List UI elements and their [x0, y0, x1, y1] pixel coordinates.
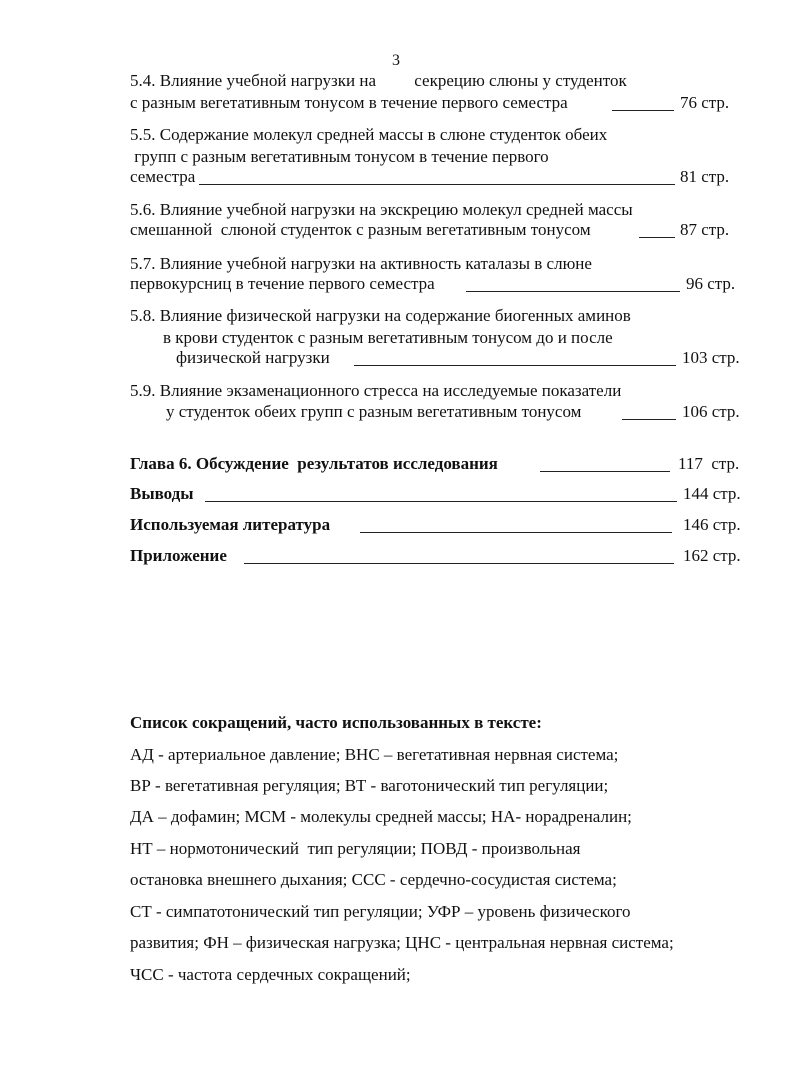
abbreviations-title: Список сокращений, часто использованных в тексте:: [130, 713, 542, 732]
dot-leader: [354, 365, 676, 366]
abbreviation-line: ВР - вегетативная регуляция; ВТ - ваготонический тип регуляции;: [130, 776, 609, 795]
dot-leader: [612, 110, 674, 111]
toc-entry-line: 5.4. Влияние учебной нагрузки на секрецию слюны у студенток: [130, 71, 627, 90]
toc-chapter-label: Используемая литература: [130, 515, 331, 534]
dot-leader: [540, 471, 670, 472]
abbreviation-line: остановка внешнего дыхания; ССС - сердечно-сосудистая система;: [130, 870, 617, 889]
toc-page-ref: 87 стр.: [680, 220, 730, 239]
toc-chapter-label: Выводы: [130, 484, 194, 503]
abbreviation-line: ДА – дофамин; МСМ - молекулы средней массы; НА- норадреналин;: [130, 807, 632, 826]
toc-entry-line: семестра: [130, 167, 196, 186]
toc-page-ref: 144 стр.: [683, 484, 741, 503]
toc-entry-line: физической нагрузки: [176, 348, 330, 367]
toc-entry-line: с разным вегетативным тонусом в течение первого семестра: [130, 93, 568, 112]
toc-entry-line: смешанной слюной студенток с разным вегетативным тонусом: [130, 220, 591, 239]
dot-leader: [639, 237, 675, 238]
toc-entry-line: 5.6. Влияние учебной нагрузки на экскрецию молекул средней массы: [130, 200, 633, 219]
toc-entry-line: первокурсниц в течение первого семестра: [130, 274, 435, 293]
toc-page-ref: 103 стр.: [682, 348, 740, 367]
toc-chapter-label: Глава 6. Обсуждение результатов исследования: [130, 454, 498, 473]
toc-entry-line: в крови студенток с разным вегетативным тонусом до и после: [163, 328, 613, 347]
abbreviation-line: СТ - симпатотонический тип регуляции; УФР – уровень физического: [130, 902, 631, 921]
toc-entry-line: 5.5. Содержание молекул средней массы в слюне студенток обеих: [130, 125, 608, 144]
toc-page-ref: 76 стр.: [680, 93, 730, 112]
dot-leader: [244, 563, 674, 564]
dot-leader: [199, 184, 675, 185]
toc-entry-line: групп с разным вегетативным тонусом в течение первого: [130, 147, 549, 166]
toc-page-ref: 106 стр.: [682, 402, 740, 421]
toc-entry-line: 5.8. Влияние физической нагрузки на содержание биогенных аминов: [130, 306, 631, 325]
abbreviation-line: ЧСС - частота сердечных сокращений;: [130, 965, 411, 984]
abbreviation-line: НТ – нормотонический тип регуляции; ПОВД - произвольная: [130, 839, 581, 858]
toc-chapter-label: Приложение: [130, 546, 227, 565]
abbreviation-line: АД - артериальное давление; ВНС – вегетативная нервная система;: [130, 745, 619, 764]
toc-page-ref: 117 стр.: [678, 454, 740, 473]
toc-page-ref: 81 стр.: [680, 167, 730, 186]
page-number: 3: [392, 52, 400, 69]
dot-leader: [360, 532, 672, 533]
abbreviation-line: развития; ФН – физическая нагрузка; ЦНС - центральная нервная система;: [130, 933, 674, 952]
toc-entry-line: у студенток обеих групп с разным вегетативным тонусом: [166, 402, 582, 421]
toc-page-ref: 96 стр.: [686, 274, 736, 293]
toc-entry-line: 5.9. Влияние экзаменационного стресса на исследуемые показатели: [130, 381, 622, 400]
toc-page-ref: 146 стр.: [683, 515, 741, 534]
toc-page-ref: 162 стр.: [683, 546, 741, 565]
toc-entry-line: 5.7. Влияние учебной нагрузки на активность каталазы в слюне: [130, 254, 592, 273]
dot-leader: [205, 501, 677, 502]
dot-leader: [466, 291, 680, 292]
dot-leader: [622, 419, 676, 420]
